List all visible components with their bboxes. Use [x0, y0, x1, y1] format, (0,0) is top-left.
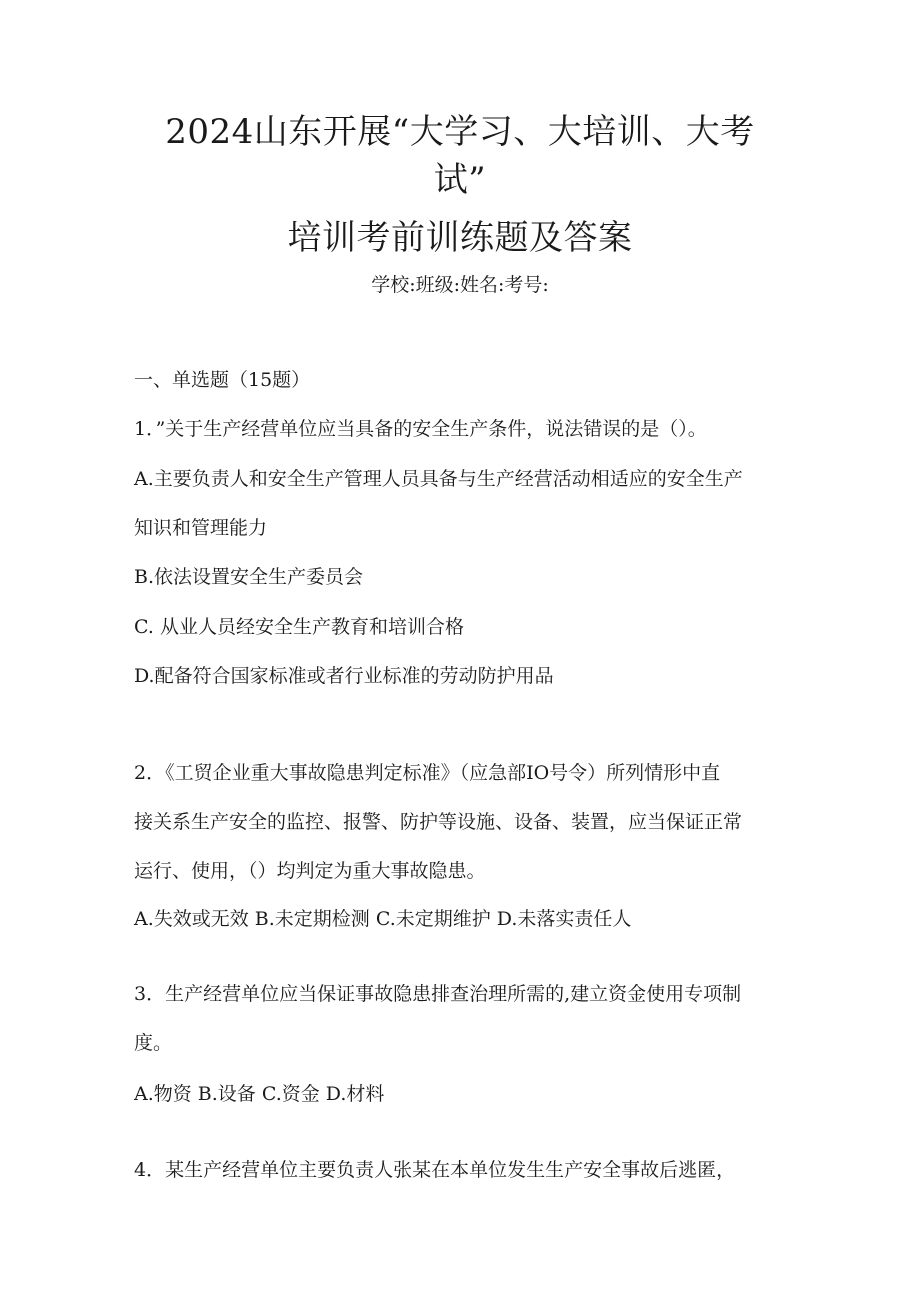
question-1-option-a-cont: 知识和管理能力 — [134, 517, 268, 539]
question-2-options: A.失效或无效 B.未定期检测 C.未定期维护 D.未落实责任人 — [134, 908, 632, 930]
question-1-option-b: B.依法设置安全生产委员会 — [134, 566, 364, 588]
question-3-options: A.物资 B.设备 C.资金 D.材料 — [134, 1083, 385, 1105]
section-heading: 一、单选题（15题） — [134, 369, 311, 391]
student-info-line: 学校:班级:姓名:考号: — [371, 274, 549, 296]
question-4-text-line-1: 4．某生产经营单位主要负责人张某在本单位发生生产安全事故后逃匿， — [134, 1159, 736, 1181]
document-title-line-2: 试” — [433, 160, 487, 200]
question-3-text-line-1: 3．生产经营单位应当保证事故隐患排查治理所需的,建立资金使用专项制 — [134, 983, 742, 1005]
document-title-line-1: 2024山东开展“大学习、大培训、大考 — [165, 112, 755, 152]
question-1-option-a: A.主要负责人和安全生产管理人员具备与生产经营活动相适应的安全生产 — [134, 468, 743, 490]
question-2-text-line-2: 接关系生产安全的监控、报警、防护等设施、设备、装置，应当保证正常 — [134, 811, 743, 833]
question-3-text-line-2: 度。 — [134, 1032, 173, 1054]
question-1-option-c: C. 从业人员经安全生产教育和培训合格 — [134, 616, 464, 638]
question-1-option-d: D.配备符合国家标准或者行业标准的劳动防护用品 — [134, 665, 554, 687]
document-title-line-3: 培训考前训练题及答案 — [287, 218, 633, 258]
question-1-text: 1．”关于生产经营单位应当具备的安全生产条件，说法错误的是（）。 — [134, 418, 707, 440]
question-2-text-line-1: 2．《工贸企业重大事故隐患判定标准》（应急部IO号令）所列情形中直 — [134, 762, 721, 784]
question-2-text-line-3: 运行、使用，（）均判定为重大事故隐患。 — [134, 860, 486, 882]
